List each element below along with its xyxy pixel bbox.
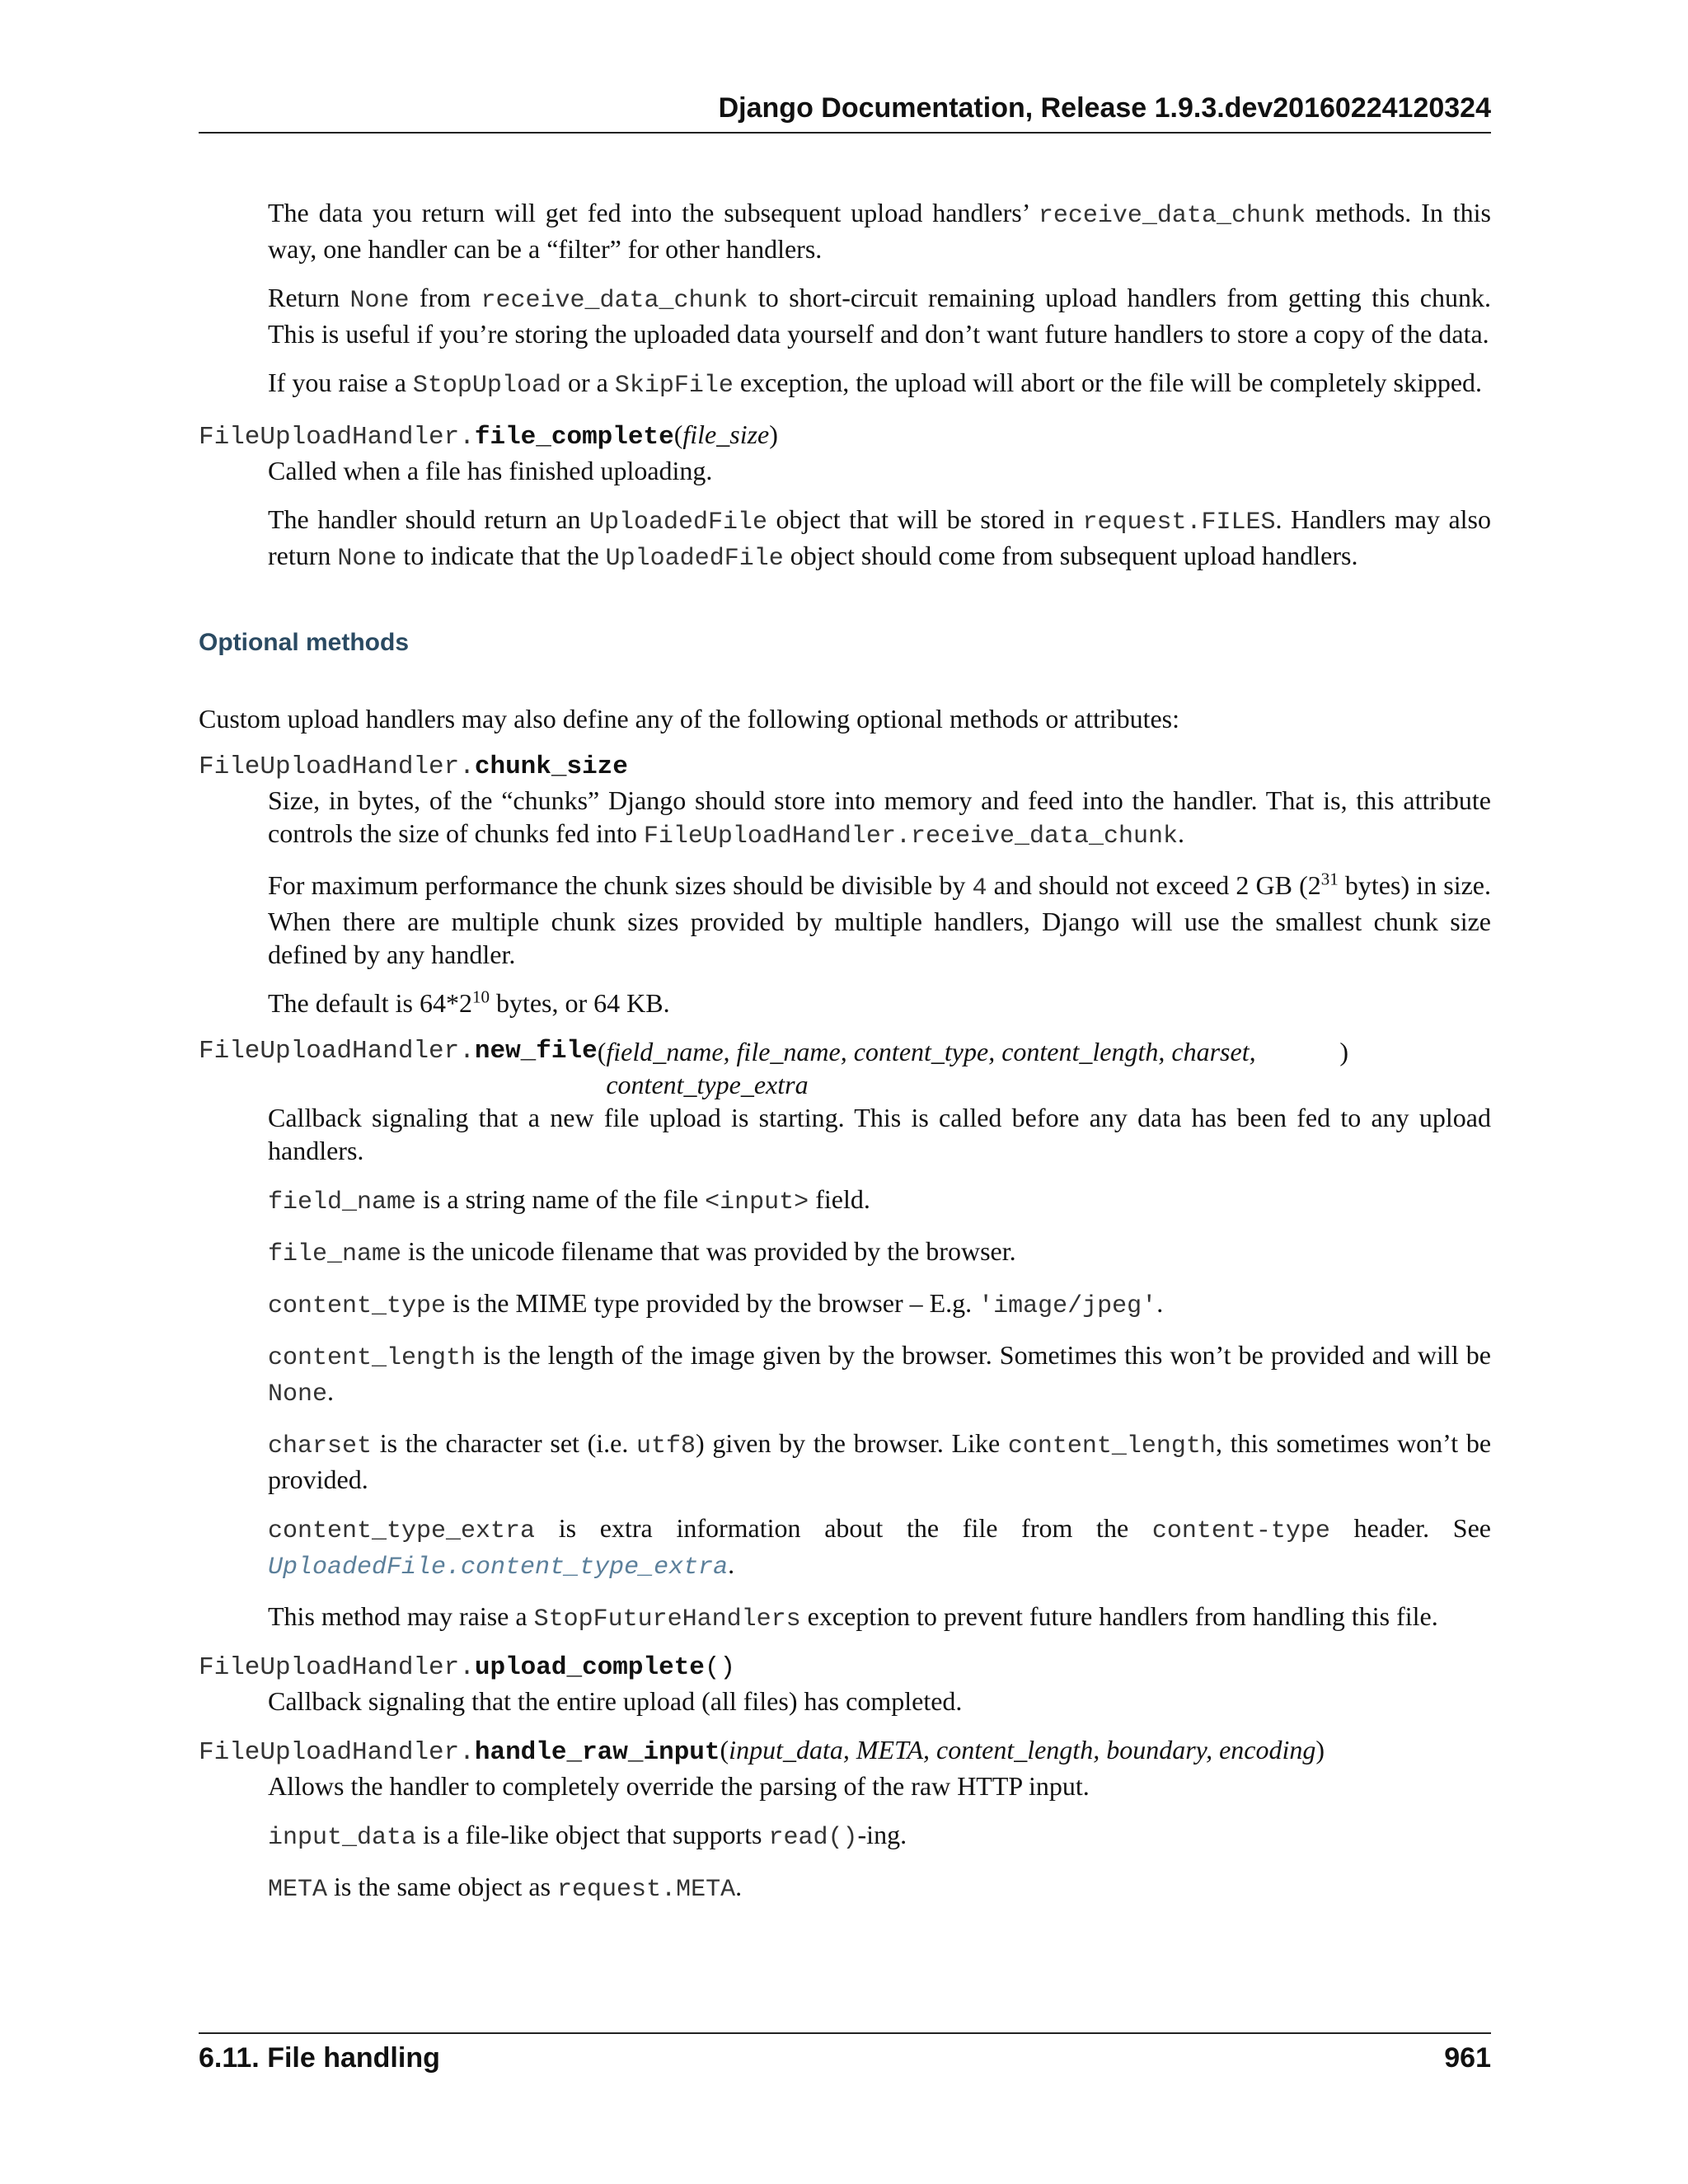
method-name: file_complete [474, 423, 674, 452]
inline-code: None [349, 287, 410, 315]
attribute-name: chunk_size [474, 752, 628, 781]
method-name: handle_raw_input [474, 1738, 720, 1767]
header-title: Django Documentation, Release 1.9.3.dev20160224120324 [718, 92, 1491, 124]
paragraph: content_length is the length of the image given by the browser. Sometimes this won’t be provided and will be None. [268, 1340, 1491, 1408]
paragraph: file_name is the unicode filename that was provided by the browser. [268, 1236, 1016, 1268]
paragraph: Return None from receive_data_chunk to short-circuit remaining upload handlers from getting this chunk. This is useful if you’re storing the uploaded data yourself and don’t want future handlers to store a copy of the data. [268, 283, 1492, 349]
paragraph: Called when a file has finished uploading. [268, 456, 713, 485]
paragraph: Callback signaling that a new file upload is starting. This is called before any data has been fed to any upload handlers. [268, 1103, 1491, 1165]
method-name: upload_complete [474, 1653, 705, 1682]
method-description [268, 1769, 1491, 1906]
paragraph: Callback signaling that the entire upload (all files) has completed. [268, 1686, 963, 1716]
page-header [199, 92, 1491, 134]
paragraph: content_type is the MIME type provided by the browser – E.g. 'image/jpeg'. [268, 1288, 1164, 1320]
page-content [199, 196, 1491, 1922]
paragraph: The handler should return an UploadedFile object that will be stored in request.FILES. Handlers may also return None to indicate that the UploadedFile object should come from subsequent upload handlers. [268, 504, 1492, 573]
paragraph: input_data is a file-like object that supports read()-ing. [268, 1820, 907, 1852]
method-file-complete [199, 418, 1491, 575]
section-intro: Custom upload handlers may also define any of the following optional methods or attributes: [199, 704, 1179, 733]
paragraph: If you raise a StopUpload or a SkipFile exception, the upload will abort or the file will be completely skipped. [268, 368, 1483, 400]
method-new-file [199, 1035, 1491, 1636]
paragraph: Allows the handler to completely override the parsing of the raw HTTP input. [268, 1771, 1090, 1801]
inline-code: receive_data_chunk [481, 287, 748, 315]
attribute-description [268, 784, 1491, 1019]
page-footer [199, 2032, 1491, 2074]
paragraph: charset is the character set (i.e. utf8) given by the browser. Like content_length, this sometimes won’t be provided. [268, 1428, 1492, 1494]
paragraph: This method may raise a StopFutureHandlers exception to prevent future handlers from handling this file. [268, 1601, 1438, 1633]
page-number: 961 [1444, 2042, 1491, 2074]
inline-code: receive_data_chunk [1038, 202, 1306, 230]
paragraph: The data you return will get fed into the subsequent upload handlers’ receive_data_chunk methods. In this way, one handler can be a “filter” for other handlers. [268, 198, 1492, 264]
method-signature: FileUploadHandler.file_complete(file_size) [199, 419, 778, 452]
paragraph: META is the same object as request.META. [268, 1872, 743, 1904]
paragraph: The default is $64*2^{10}$ bytes, or 64 KB. [268, 987, 670, 1018]
paragraph: content_type_extra is extra information about the file from the content-type header. See UploadedFile.content_type_extra. [268, 1513, 1492, 1582]
method-description [268, 1685, 1491, 1718]
method-handle-raw-input [199, 1733, 1491, 1906]
method-signature: FileUploadHandler.upload_complete() [199, 1653, 736, 1682]
method-description [268, 1101, 1491, 1636]
method-signature: FileUploadHandler.handle_raw_input(input_data, META, content_length, boundary, encoding) [199, 1735, 1325, 1767]
paragraph: field_name is a string name of the file <input> field. [268, 1184, 870, 1216]
attribute-signature: FileUploadHandler.chunk_size [199, 752, 628, 781]
paragraph: For maximum performance the chunk sizes should be divisible by 4 and should not exceed 2 GB ($2^{31}$ bytes) in size. When there are multiple chunk sizes provided by multiple handlers, Django will use the smallest chunk size defined by any handler. [268, 869, 1492, 969]
inline-code: StopUpload [412, 372, 561, 400]
footer-section: 6.11. File handling [199, 2042, 440, 2074]
intro-block [268, 196, 1491, 402]
inline-code: SkipFile [614, 372, 734, 400]
paragraph: Size, in bytes, of the “chunks” Django should store into memory and feed into the handler. That is, this attribute controls the size of chunks fed into FileUploadHandler.receive_data_chunk. [268, 785, 1491, 851]
method-signature: FileUploadHandler. new_file ( field_name, file_name, content_type, content_length, charset, content_type_extra ) [199, 1037, 1348, 1099]
attribute-chunk-size [199, 751, 1491, 1019]
method-name: new_file [474, 1037, 598, 1066]
cross-reference-link[interactable]: UploadedFile.content_type_extra [268, 1554, 729, 1582]
section-heading: Optional methods [199, 629, 409, 656]
method-description [268, 454, 1491, 575]
method-upload-complete [199, 1652, 1491, 1718]
